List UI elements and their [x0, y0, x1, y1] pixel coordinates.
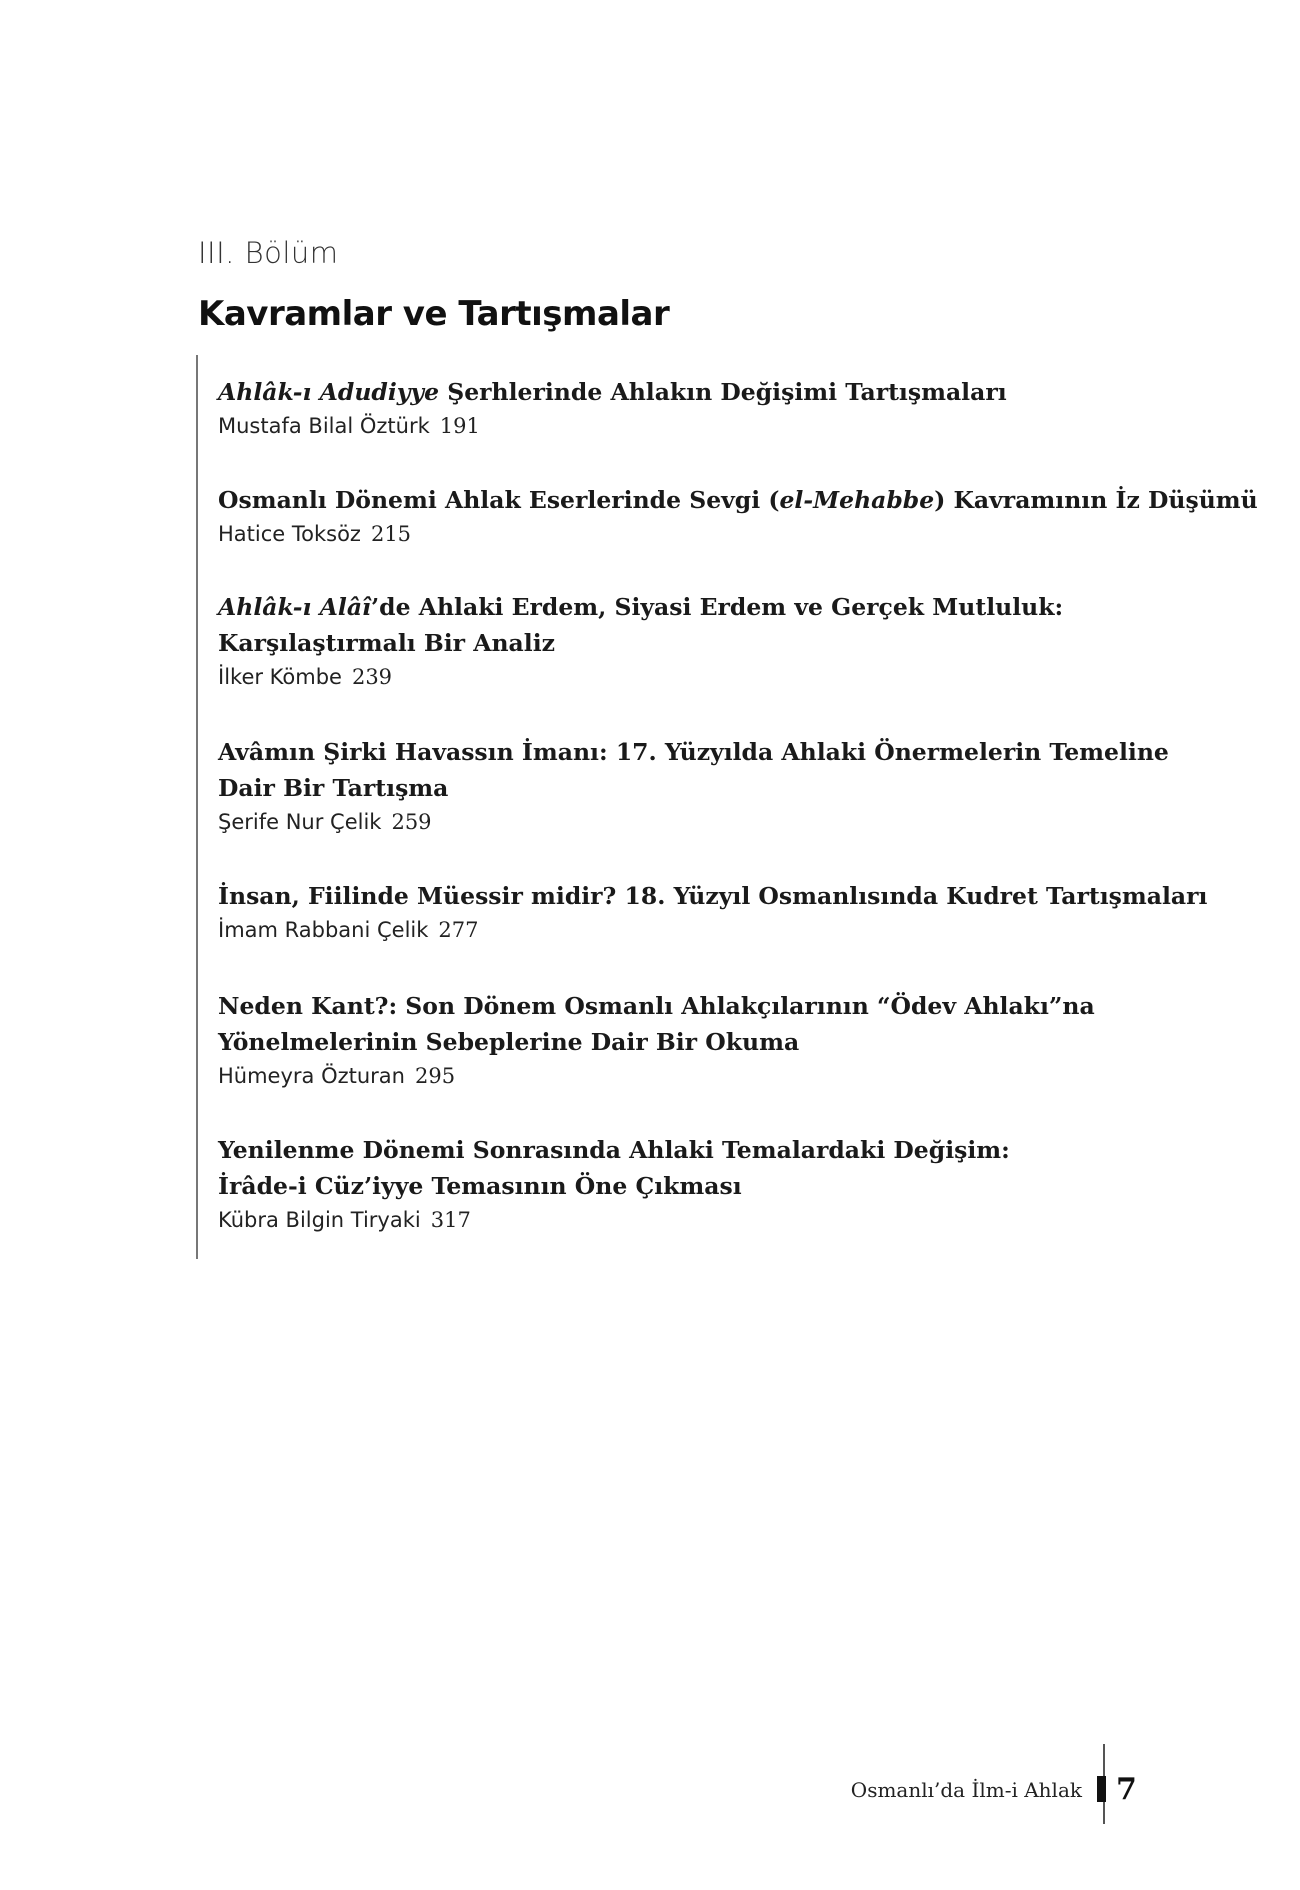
entry-author: Şerife Nur Çelik — [218, 810, 382, 834]
entry-title-segment: İnsan, Fiilinde Müessir midir? 18. Yüzyıl Osmanlısında Kudret Tartışmaları — [218, 882, 1208, 910]
entry-page-number: 277 — [438, 918, 479, 942]
toc-entry[interactable] — [218, 734, 1218, 834]
toc-entry[interactable] — [218, 988, 1218, 1088]
entry-title-segment: el-Mehabbe — [779, 486, 935, 514]
entry-page-number: 215 — [370, 522, 412, 546]
entry-author-line — [218, 1064, 1218, 1088]
entry-page-number: 239 — [351, 665, 393, 689]
entry-author-line — [218, 522, 1218, 546]
entry-title-segment: Şerhlerinde Ahlakın Değişimi Tartışmaları — [439, 378, 1007, 406]
entry-author-line — [218, 414, 1218, 438]
toc-entry[interactable] — [218, 374, 1218, 438]
entry-title-line — [218, 374, 1218, 410]
entry-title-segment: Neden Kant?: Son Dönem Osmanlı Ahlakçılarının “Ödev Ahlakı”na — [218, 992, 1095, 1020]
toc-vertical-rule — [196, 355, 198, 1259]
toc-entry[interactable] — [218, 589, 1218, 689]
entry-title-line — [218, 988, 1218, 1024]
entry-title-segment: Ahlâk-ı Adudiyye — [218, 378, 440, 406]
toc-entry[interactable] — [218, 482, 1258, 546]
entry-author: Hümeyra Özturan — [218, 1064, 405, 1088]
entry-author-line — [218, 1208, 1218, 1232]
toc-entry[interactable] — [218, 1132, 1218, 1232]
entry-author-line — [218, 810, 1218, 834]
entry-title-line — [218, 734, 1218, 770]
entry-title-line — [218, 770, 1218, 806]
entry-author: Hatice Toksöz — [218, 522, 361, 546]
entry-title-line — [218, 878, 1218, 914]
entry-title-line — [218, 589, 1218, 625]
entry-title-line — [218, 1132, 1218, 1168]
entry-title-line — [218, 482, 1258, 518]
entry-author: İmam Rabbani Çelik — [218, 918, 429, 942]
entry-title-segment: Dair Bir Tartışma — [218, 774, 449, 802]
entry-author: Mustafa Bilal Öztürk — [218, 414, 430, 438]
footer-marker — [1097, 1776, 1106, 1802]
entry-title-line — [218, 1168, 1218, 1204]
entry-title-segment: İrâde-i Cüz’iyye Temasının Öne Çıkması — [218, 1172, 742, 1200]
entry-title-line — [218, 1024, 1218, 1060]
part-label: III. Bölüm — [198, 236, 339, 270]
footer-book-title: Osmanlı’da İlm-i Ahlak — [850, 1778, 1082, 1802]
entry-page-number: 317 — [430, 1208, 471, 1232]
entry-page-number: 295 — [415, 1064, 456, 1088]
entry-author: İlker Kömbe — [218, 665, 342, 689]
entry-title-segment: Avâmın Şirki Havassın İmanı: 17. Yüzyılda Ahlaki Önermelerin Temeline — [218, 738, 1169, 766]
entry-author: Kübra Bilgin Tiryaki — [218, 1208, 421, 1232]
entry-title-segment: ’de Ahlaki Erdem, Siyasi Erdem ve Gerçek Mutluluk: — [370, 593, 1064, 621]
entry-title-segment: Yenilenme Dönemi Sonrasında Ahlaki Temalardaki Değişim: — [218, 1136, 1010, 1164]
entry-author-line — [218, 665, 1218, 689]
entry-title-segment: Yönelmelerinin Sebeplerine Dair Bir Okuma — [218, 1028, 800, 1056]
entry-author-line — [218, 918, 1218, 942]
entry-title-segment: Osmanlı Dönemi Ahlak Eserlerinde Sevgi ( — [218, 486, 780, 514]
footer-page-number: 7 — [1116, 1772, 1137, 1807]
entry-title-segment: ) Kavramının İz Düşümü — [934, 486, 1258, 514]
entry-page-number: 191 — [439, 414, 480, 438]
entry-title-segment: Ahlâk-ı Alâî — [218, 593, 371, 621]
section-title: Kavramlar ve Tartışmalar — [198, 294, 670, 334]
entry-title-line — [218, 625, 1218, 661]
entry-title-segment: Karşılaştırmalı Bir Analiz — [218, 629, 555, 657]
entry-page-number: 259 — [391, 810, 432, 834]
toc-entry[interactable] — [218, 878, 1218, 942]
